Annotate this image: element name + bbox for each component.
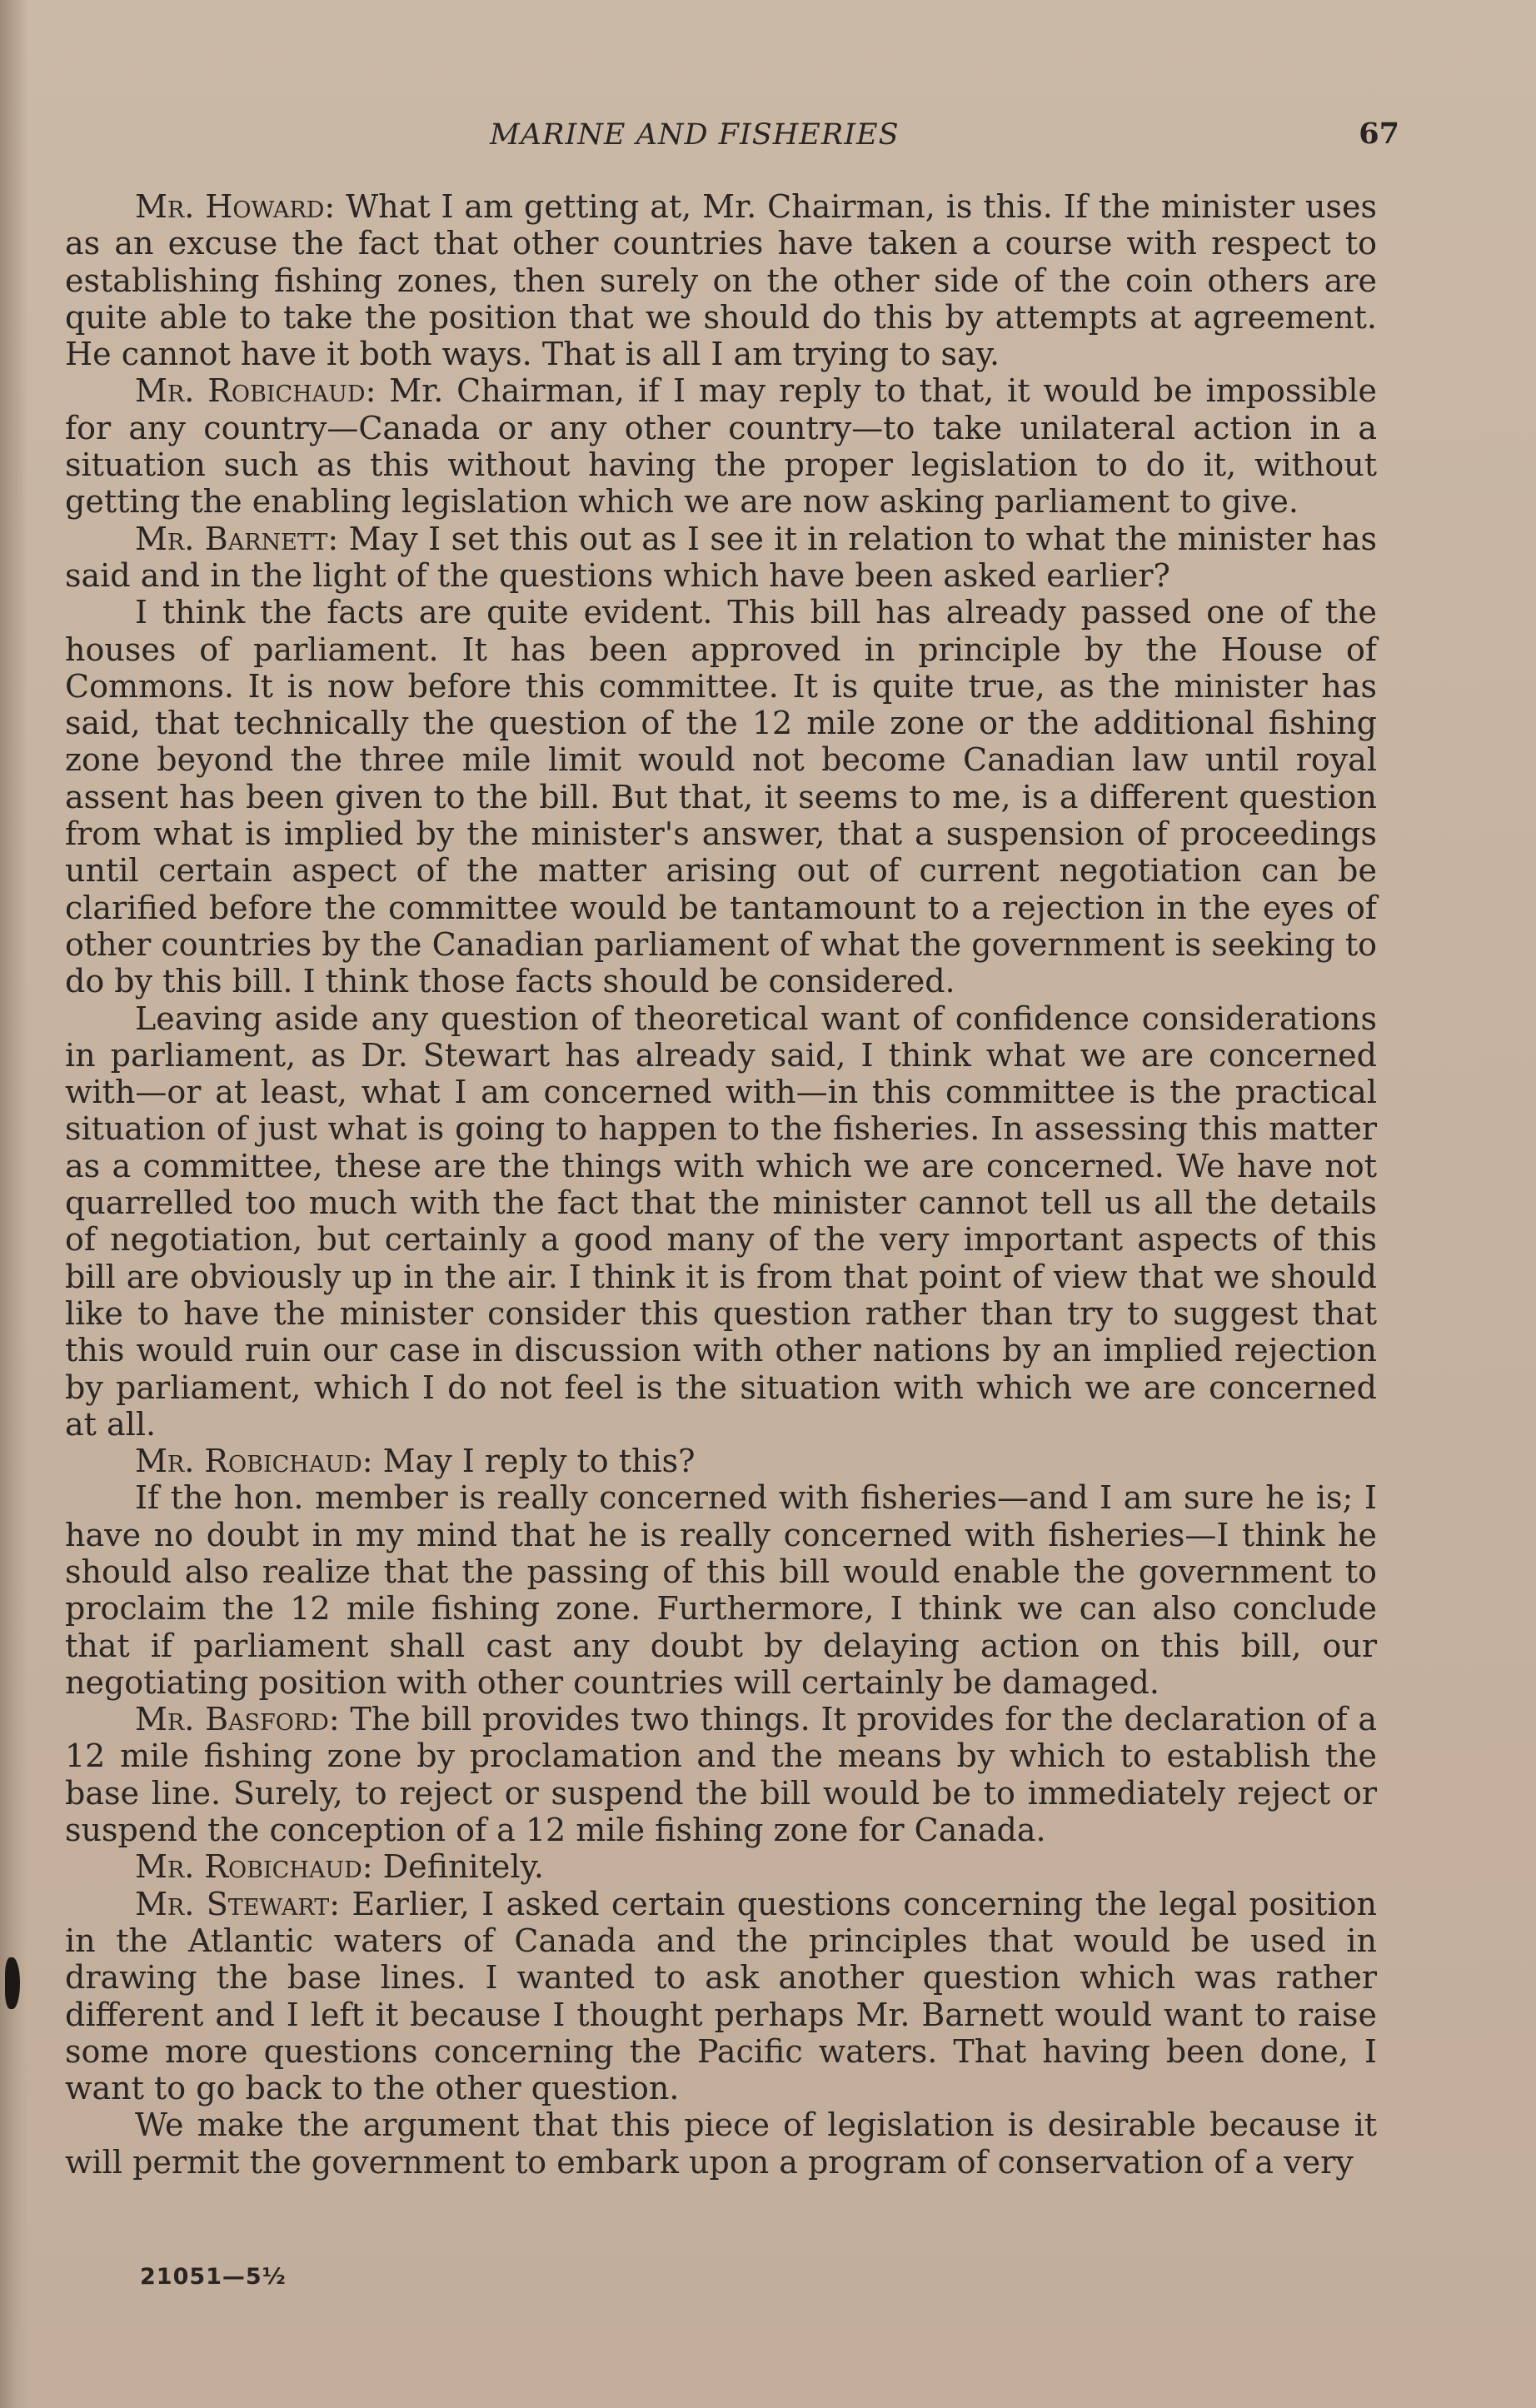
paragraph-text: Earlier, I asked certain questions concerning the legal position in the Atlantic waters of Canada and the principles that would be used in drawing the base lines. I wanted to ask another question which was rather different and I left it because I thought perhaps Mr. Barnett would want to raise some more questions concerning the Pacific waters. That having been done, I want to go back to the other question. [65, 1885, 1377, 2107]
paragraph-text: I think the facts are quite evident. This bill has already passed one of the houses of parliament. It has been approved in principle by the House of Commons. It is now before this committee. It is quite true, as the minister has said, that technically the question of the 12 mile zone or the additional fishing zone beyond the three mile limit would not become Canadian law until royal assent has been given to the bill. But that, it seems to me, is a different question from what is implied by the minister's answer, that a suspension of proceedings until certain aspect of the matter arising out of current negotiation can be clarified before the committee would be tantamount to a rejection in the eyes of other countries by the Canadian parliament of what the government is seeking to do by this bill. I think those facts should be considered. [65, 594, 1377, 1000]
speaker-name: Mr. Stewart: [135, 1885, 341, 1922]
paragraph [65, 1479, 1377, 1701]
paragraph [65, 2106, 1377, 2181]
speaker-name: Mr. Howard: [135, 188, 336, 225]
page-number: 67 [1359, 117, 1399, 151]
speaker-name: Mr. Robichaud: [135, 1848, 373, 1886]
paragraph-text: What I am getting at, Mr. Chairman, is this. If the minister uses as an excuse the fact that other countries have taken a course with respect to establishing fishing zones, then surely on the other side of the coin others are quite able to take the position that we should do this by attempts at agreement. He cannot have it both ways. That is all I am trying to say. [65, 188, 1377, 373]
paragraph-text: Definitely. [372, 1848, 544, 1886]
paragraph-text: Leaving aside any question of theoretical want of confidence considerations in parliament, as Dr. Stewart has already said, I think what we are concerned with—or at least, what I am concerned with—in this committee is the practical situation of just what is going to happen to the fisheries. In assessing this matter as a committee, these are the things with which we are concerned. We have not quarrelled too much with the fact that the minister cannot tell us all the details of negotiation, but certainly a good many of the very important aspects of this bill are obviously up in the air. I think it is from that point of view that we should like to have the minister consider this question rather than try to suggest that this would ruin our case in discussion with other nations by an implied rejection by parliament, which I do not feel is the situation with which we are concerned at all. [65, 1000, 1377, 1443]
speaker-name: Mr. Barnett: [135, 520, 339, 557]
paragraph [65, 1443, 1377, 1479]
paragraph-text: May I reply to this? [372, 1443, 696, 1480]
paragraph [65, 1000, 1377, 1443]
paragraph [65, 188, 1377, 372]
paragraph [65, 372, 1377, 520]
paragraph-text: The bill provides two things. It provides for the declaration of a 12 mile fishing zone by proclamation and the means by which to establish the base line. Surely, to reject or suspend the bill would be to immediately reject or suspend the conception of a 12 mile fishing zone for Canada. [65, 1701, 1377, 1849]
body-text [65, 188, 1377, 2181]
page-header [67, 117, 1399, 167]
speaker-name: Mr. Robichaud: [135, 372, 377, 410]
running-head: MARINE AND FISHERIES [490, 118, 900, 152]
speaker-name: Mr. Robichaud: [135, 1443, 373, 1480]
paragraph [65, 521, 1377, 595]
paragraph-text: May I set this out as I see it in relation to what the minister has said and in the light of the questions which have been asked earlier? [65, 520, 1377, 594]
paragraph [65, 594, 1377, 1000]
paragraph-text: We make the argument that this piece of legislation is desirable because it will permit the government to embark upon a program of conservation of a very [65, 2106, 1377, 2181]
page-left-edge [0, 0, 28, 2408]
paragraph-text: If the hon. member is really concerned with fisheries—and I am sure he is; I have no doubt in my mind that he is really concerned with fisheries—I think he should also realize that the passing of this bill would enable the government to proclaim the 12 mile fishing zone. Furthermore, I think we can also conclude that if parliament shall cast any doubt by delaying action on this bill, our negotiating position with other countries will certainly be damaged. [65, 1479, 1377, 1701]
paragraph [65, 1886, 1377, 2107]
paragraph [65, 1848, 1377, 1885]
binding-mark [5, 1957, 20, 2009]
paragraph-text: Mr. Chairman, if I may reply to that, it would be impossible for any country—Canada or any other country—to take unilateral action in a situation such as this without having the proper legislation to do it, without getting the enabling legislation which we are now asking parliament to give. [65, 372, 1377, 521]
paragraph [65, 1701, 1377, 1848]
speaker-name: Mr. Basford: [135, 1701, 340, 1738]
printer-signature: 21051—5½ [140, 2264, 287, 2290]
